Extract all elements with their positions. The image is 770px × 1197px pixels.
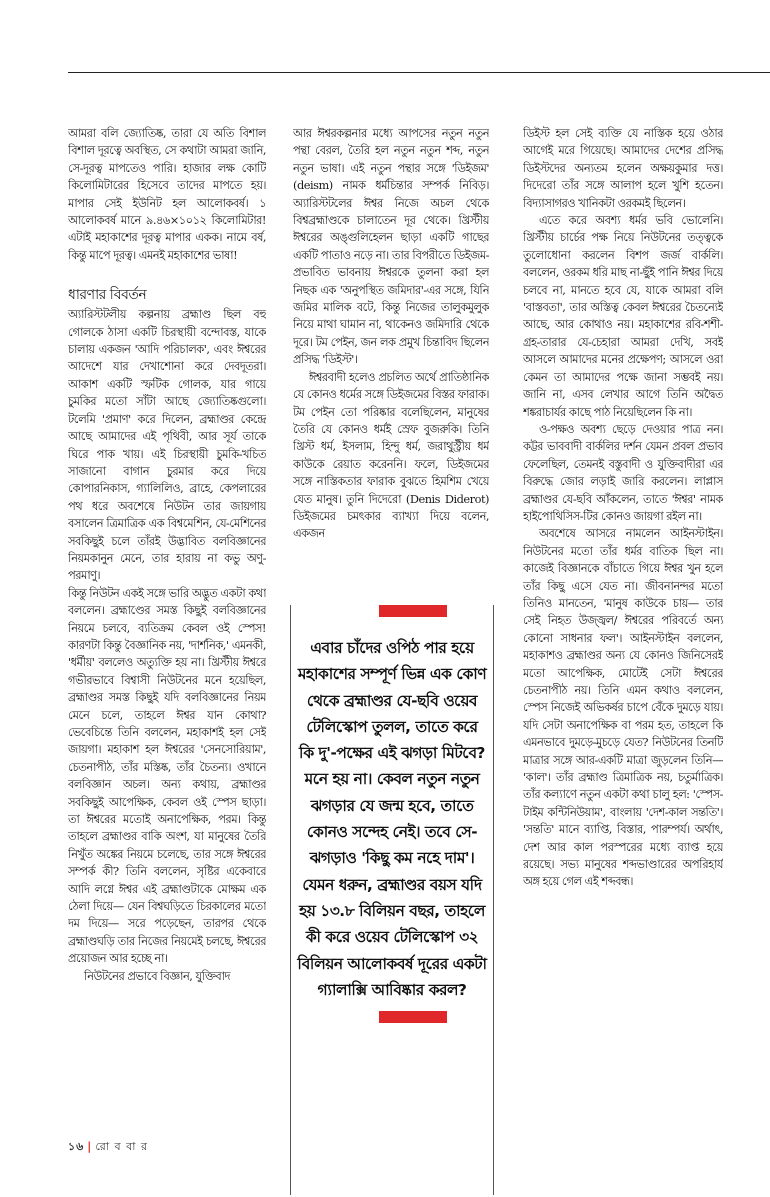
- header-rule: [68, 72, 770, 73]
- footer-separator: |: [87, 1140, 93, 1153]
- page-footer: [68, 1138, 148, 1157]
- paragraph: কিন্তু নিউটন একই সঙ্গে ভারি অদ্ভুত একটা কথা বললেন। ব্রহ্মাণ্ডের সমস্ত কিছুই বলবিজ্ঞানের নিয়মে চলবে, ব্যতিক্রম কেবল ওই স্পেস! কারণটা কিন্তু বৈজ্ঞানিক নয়, 'দার্শনিক,' এমনকী, 'ধর্মীয়' বললেও অত্যুক্তি হয় না। খ্রিস্টীয় ঈশ্বরে গভীরভাবে বিশ্বাসী নিউটনের মনে হয়েছিল, ব্রহ্মাণ্ডর সমস্ত কিছুই যদি বলবিজ্ঞানের নিয়ম মেনে চলে, তাহলে ঈশ্বর যান কোথা? ভেবেচিন্তে তিনি বললেন, মহাকাশই হল সেই জায়গা। মহাকাশ হল ঈশ্বরের 'সেনসোরিয়াম', চেতনাপীঠ, তাঁর মস্তিষ্ক, তাঁর চৈতন্য। ওখানে বলবিজ্ঞান অচল। অন্য কথায়, ব্রহ্মাণ্ডর সবকিছুই আপেক্ষিক, কেবল ওই স্পেস ছাড়া। তা ঈশ্বরের মতোই অনাপেক্ষিক, পরম। কিন্তু তাহলে ব্রহ্মাণ্ডর বাকি অংশ, যা মানুষের তৈরি নিখুঁত অঙ্কের নিয়মে চলেছে, তার সঙ্গে ঈশ্বরের সম্পর্ক কী? তিনি বললেন, সৃষ্টির একেবারে আদি লগ্নে ঈশ্বর এই ব্রহ্মাণ্ডটাকে মোক্ষম এক ঠেলা দিয়ে— যেন বিশ্বঘড়িতে চিরকালের মতো দম দিয়ে— সরে পড়েছেন, তারপর থেকে ব্রহ্মাণ্ডঘড়ি তার নিজের নিয়মেই চলছে, ঈশ্বরের প্রয়োজন আর হচ্ছে না।: [68, 585, 266, 966]
- paragraph: অবশেষে আসরে নামলেন আইনস্টাইন। নিউটনের মতো তাঁর ধর্মর বাতিক ছিল না। কাজেই বিজ্ঞানকে বাঁচাতে গিয়ে ঈশ্বর খুন হলে তাঁর কিছু এসে যেত না। জীবনানন্দর মতো তিনিও মানতেন, 'মানুষ কাউকে চায়— তার সেই নিহত উজ্জ্বল/ ঈশ্বরের পরিবর্তে অন্য কোনো সাধনার ফল'। আইনস্টাইন বললেন, মহাকাশও ব্রহ্মাণ্ডর অন্য যে কোনও জিনিসেরই মতো আপেক্ষিক, মোটেই সেটা ঈশ্বরের চেতনাপীঠ নয়। তিনি এমন কথাও বললেন, স্পেস নিজেই অভিকর্ষর চাপে বেঁকে দুমড়ে যায়। যদি সেটা অনাপেক্ষিক বা পরম হত, তাহলে কি এমনভাবে দুমড়ে-মুচড়ে যেত? নিউটনের তিনটি মাত্রার সঙ্গে আর-একটি মাত্রা জুড়লেন তিনি— 'কাল'। তাঁর ব্রহ্মাণ্ড ত্রিমাত্রিক নয়, চতুর্মাত্রিক। তাঁর কল্যাণে নতুন একটা কথা চালু হল: 'স্পেস-টাইম কন্টিনিউয়াম', বাংলায় 'দেশ-কাল সন্ততি'। 'সন্ততি' মানে ব্যাপ্তি, বিস্তার, পারম্পর্য। অর্থাৎ, দেশ আর কাল পরস্পরের মধ্যে ব্যাপ্ত হয়ে রয়েছে। সভ্য মানুষের শব্দভাণ্ডারের অপরিহার্য অঙ্গ হয়ে গেল এই শব্দবন্ধ।: [523, 526, 723, 889]
- paragraph: ও-পক্ষও অবশ্য ছেড়ে দেওয়ার পাত্র নন। কট্টর ভাববাদী বার্কলির দর্শন যেমন প্রবল প্রভাব ফেলেছিল, তেমনই বস্তুবাদী ও যুক্তিবাদীরা এর বিরুদ্ধে জোর লড়াই জারি করলেন। লাপ্লাস ব্রহ্মাণ্ডর যে-ছবি আঁকলেন, তাতে 'ঈশ্বর' নামক হাইপোথিসিস-টির কোনও জায়গা রইল না।: [523, 421, 723, 523]
- paragraph: এতে করে অবশ্য ধর্মর ভবি ভোলেনি। খ্রিস্টীয় চার্চের পক্ষ নিয়ে নিউটনের তত্ত্বকে তুলোধোনা করলেন বিশপ জর্জ বার্কলি। বললেন, ওরকম ধরি মাছ না-ছুঁই পানি ঈশ্বর দিয়ে চলবে না, মানতে হবে যে, যাকে আমরা বলি 'বাস্তবতা', তার অস্তিত্ব কেবল ঈশ্বরের চৈতন্যেই আছে, আর কোথাও নয়। মহাকাশের রবি-শশী-গ্রহ-তারার যে-চেহারা আমরা দেখি, সবই আসলে আমাদের মনের প্রক্ষেপণ; আসলে ওরা কেমন তা আমাদের পক্ষে জানা সম্ভবই নয়। জানি না, এসব লেখার আগে তিনি অদ্বৈত শঙ্করাচার্যর কাছে পাঠ নিয়েছিলেন কি না।: [523, 213, 723, 419]
- paragraph: আর ঈশ্বরকল্পনার মধ্যে আপসের নতুন নতুন পন্থা বেরল, তৈরি হল নতুন নতুন শব্দ, নতুন নতুন ভাষা। এই নতুন পন্থার সঙ্গে 'ডিইজম' (deism) নামক ধর্মচিন্তার সম্পর্ক নিবিড়। অ্যারিস্টটলের ঈশ্বর নিজে অচল থেকে বিশ্বব্রহ্মাণ্ডকে চালাতেন দূর থেকে। খ্রিস্টীয় ঈশ্বরের অঙ্গুলিহেলন ছাড়া একটি গাছের একটি পাতাও নড়ে না। তার বিপরীতে ডিইজম-প্রভাবিত ভাবনায় ঈশ্বরকে তুলনা করা হল নিছক এক 'অনুপস্থিত জমিদার'-এর সঙ্গে, যিনি জমির মালিক বটে, কিন্তু নিজের তালুকমুলুক নিয়ে মাথা ঘামান না, থাকেনও জমিদারি থেকে দূরে। টম পেইন, জন লক প্রমুখ চিন্তাবিদ ছিলেন প্রসিদ্ধ 'ডিইস্ট'।: [293, 126, 489, 367]
- page-number: ১৬: [68, 1140, 85, 1153]
- article-column-2: [293, 125, 489, 595]
- pull-quote-bottom-accent: [379, 1011, 447, 1023]
- article-column-1: [68, 125, 266, 1105]
- section-heading: ধারণার বিবর্তন: [68, 287, 147, 304]
- magazine-name: রো ব বা র: [95, 1140, 148, 1153]
- pull-quote-top-accent: [379, 605, 447, 617]
- paragraph: নিউটনের প্রভাবে বিজ্ঞান, যুক্তিবাদ: [83, 968, 231, 983]
- paragraph: ঈশ্বরবাদী হলেও প্রচলিত অর্থে প্রাতিষ্ঠানিক যে কোনও ধর্মের সঙ্গে ডিইজমের বিস্তর ফারাক। টম পেইন তো পরিষ্কার বলেছিলেন, মানুষের তৈরি যে কোনও ধর্মই স্রেফ বুজরুকি। তিনি খ্রিস্ট ধর্ম, ইসলাম, হিন্দু ধর্ম, জরাথুস্ট্রীয় ধর্ম কাউকে রেয়াত করেননি। ফলে, ডিইজমের সঙ্গে নাস্তিকতার ফারাক বুঝতে হিমশিম খেয়ে যেত মানুষ। তুনি দিদেরো (Denis Diderot) ডিইজমের চমৎকার ব্যাখ্যা দিয়ে বলেন, একজন: [293, 369, 489, 541]
- paragraph: অ্যারিস্টটলীয় কল্পনায় ব্রহ্মাণ্ড ছিল বহু গোলকে ঠাসা একটি চিরস্থায়ী বন্দোবস্ত, যাকে চালায় একজন 'আদি পরিচালক', এবং ঈশ্বরের আদেশে যার দেখাশোনা করে দেবদূতরা। আকাশ একটি স্ফটিক গোলক, যার গায়ে চুমকির মতো সাঁটা আছে জ্যোতিষ্কগুলো। টলেমি 'প্রমাণ' করে দিলেন, ব্রহ্মাণ্ডর কেন্দ্রে আছে আমাদের এই পৃথিবী, আর সূর্য তাকে ঘিরে পাক খায়। এই চিরস্থায়ী চুমকি-খচিত সাজানো বাগান চুরমার করে দিয়ে কোপারনিকাস, গ্যালিলিও, ব্রাহে, কেপলারের পথ ধরে অবশেষে নিউটন তার জায়গায় বসালেন ত্রিমাত্রিক এক বিশ্বমেশিন, যে-মেশিনের সবকিছুই চলে তাঁরই উদ্ভাবিত বলবিজ্ঞানের নিয়মকানুন মেনে, তার হারায় না কভু অণু-পরমাণু।: [68, 307, 266, 583]
- pull-quote-box: [290, 605, 494, 1195]
- paragraph: ডিইস্ট হল সেই ব্যক্তি যে নাস্তিক হয়ে ওঠার আগেই মরে গিয়েছে। আমাদের দেশের প্রসিদ্ধ ডিইস্টদের অন্যতম হলেন অক্ষয়কুমার দত্ত। দিদেরো তাঁর সঙ্গে আলাপ হলে খুশি হতেন। বিদ্যাসাগরও খানিকটা ওরকমই ছিলেন।: [523, 126, 723, 210]
- pull-quote-text: এবার চাঁদের ওপিঠ পার হয়ে মহাকাশের সম্পূর্ণ ভিন্ন এক কোণ থেকে ব্রহ্মাণ্ডর যে-ছবি ওয়েব টেলিস্কোপ তুলল, তাতে করে কি দু'-পক্ষের এই ঝগড়া মিটবে? মনে হয় না। কেবল নতুন নতুন ঝগড়ার যে জন্ম হবে, তাতে কোনও সন্দেহ নেই। তবে সে-ঝগড়াও 'কিছু কম নহে দাম'। যেমন ধরুন, ব্রহ্মাণ্ডর বয়স যদি হয় ১৩.৮ বিলিয়ন বছর, তাহলে কী করে ওয়েব টেলিস্কোপ ৩২ বিলিয়ন আলোকবর্ষ দূরের একটা গ্যালাক্সি আবিষ্কার করল?: [297, 639, 487, 999]
- paragraph: আমরা বলি জ্যোতিষ্ক, তারা যে অতি বিশাল বিশাল দূরত্বে অবস্থিত, সে কথাটা আমরা জানি, সে-দূরত্ব মাপতেও পারি। হাজার লক্ষ কোটি কিলোমিটারের হিসেবে তাদের মাপতে হয়। মাপার সেই ইউনিট হল আলোকবর্ষ। ১ আলোকবর্ষ মানে ৯.৪৬×১০১২ কিলোমিটার! এটাই মহাকাশের দূরত্ব মাপার একক। নামে বর্ষ, কিন্তু মাপে দূরত্ব। এমনই মহাকাশের ভাষা!: [68, 126, 266, 262]
- article-column-3: [523, 125, 723, 1105]
